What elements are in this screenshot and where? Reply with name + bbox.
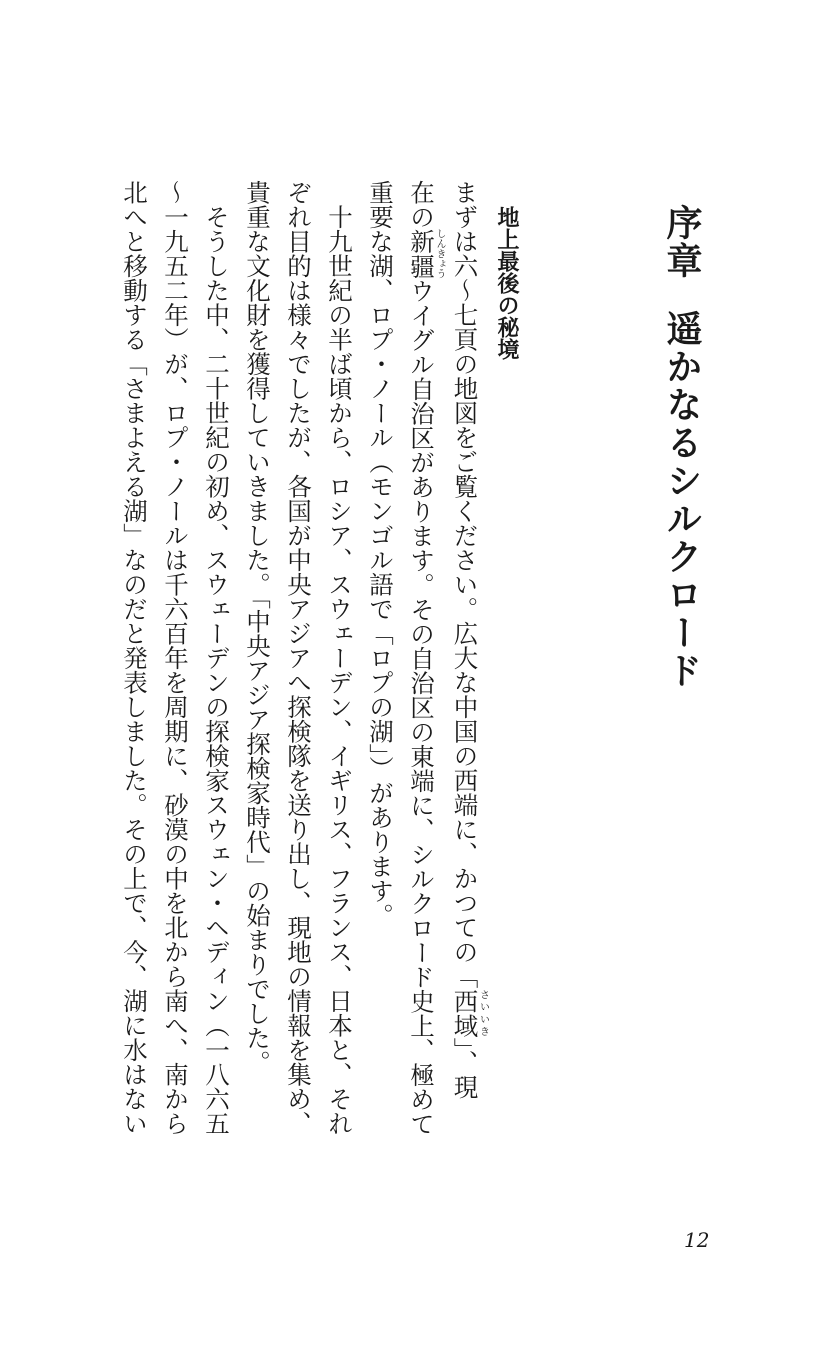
page-number: 12 [684, 1228, 710, 1252]
text-run: まずは六～七頁の地図をご覧ください。広大な中国の西端に、かつての「 [450, 180, 480, 989]
paragraph-1-line-2 [401, 180, 445, 1220]
body-text [98, 180, 488, 1220]
section-heading: 地上最後の秘境 [494, 206, 519, 360]
text-run: ウイグル自治区があります。その自治区の東端に、シルクロード史上、極めて [407, 278, 436, 1136]
chapter-label: 序章 [661, 204, 703, 280]
ruby-reading: しんきょう [434, 228, 445, 279]
paragraph-2-line-1: 十九世紀の半ば頃から、ロシア、スウェーデン、イギリス、フランス、日本と、それ [325, 180, 354, 1136]
chapter-title [652, 204, 712, 690]
ruby-seiiki [450, 988, 489, 1038]
paragraph-3-line-2: ～一九五二年）が、ロプ・ノールは千六百年を周期に、砂漠の中を北から南へ、南から [161, 180, 190, 1136]
text-run: 在の [407, 180, 436, 229]
ruby-shinkyou [407, 228, 445, 279]
ruby-reading: さいいき [477, 988, 489, 1038]
chapter-title-text: 遥かなるシルクロード [661, 310, 703, 690]
ruby-base: 新疆 [407, 228, 436, 279]
ruby-base: 西域 [450, 988, 480, 1038]
paragraph-3-line-1: そうした中、二十世紀の初め、スウェーデンの探検家スウェン・ヘディン（一八六五 [202, 180, 231, 1136]
paragraph-2-line-3: 貴重な文化財を獲得していきました。「中央アジア探検家時代」の始まりでした。 [243, 180, 272, 1075]
text-run: 」、現 [450, 1037, 480, 1099]
paragraph-2-line-2: ぞれ目的は様々でしたが、各国が中央アジアへ探検隊を送り出し、現地の情報を集め、 [284, 180, 313, 1136]
paragraph-3-line-3: 北へと移動する「さまよえる湖」なのだと発表しました。その上で、今、湖に水はない [120, 180, 149, 1136]
paragraph-1-line-3: 重要な湖、ロプ・ノール（モンゴル語で「ロプの湖」）があります。 [366, 180, 395, 928]
paragraph-1-line-1 [445, 180, 489, 1220]
